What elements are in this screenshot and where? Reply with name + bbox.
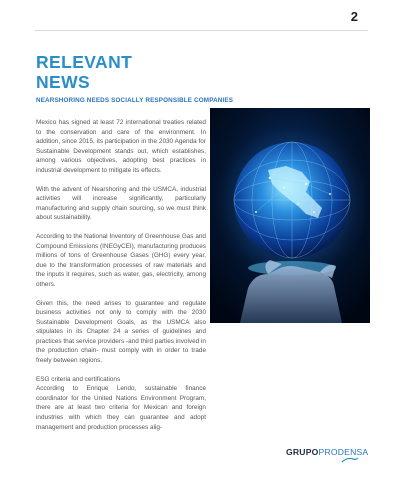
paragraph: Given this, the need arises to guarantee and regulate business activities not only to comply with the 2030 Sustainable Development Goals, as the USMCA also stipulates in its Chapter 24 a series of guidelines and practices that service providers -and third parties involved in the production chain- must comply with in order to trade freely between regions.	[36, 299, 206, 365]
page-number: 2	[350, 9, 358, 24]
paragraph: According to the National Inventory of Greenhouse Gas and Compound Emissions (INEGyCEI), manufacturing produces millions of tons of Greenhouse Gases (GHG) every year, due to the transformation processes of raw materials and the inputs it requires, such as water, gas, electricity, among others.	[36, 232, 206, 288]
logo-prodensa: PRODENSA	[318, 447, 369, 457]
globe-hand-image	[210, 108, 370, 323]
title-line-2: NEWS	[36, 72, 91, 92]
header-divider	[35, 30, 368, 31]
logo-grupo: GRUPO	[286, 447, 319, 457]
paragraph: According to Enrique Lendo, sustainable finance coordinator for the United Nations Environment Program, there are at least two criteria for Mexican and foreign industries with which they can guarantee and adopt management and production processes alig-	[36, 385, 206, 431]
page-title	[36, 52, 132, 92]
globe-icon	[210, 108, 370, 323]
article-body	[36, 118, 206, 441]
article-subtitle: NEARSHORING NEEDS SOCIALLY RESPONSIBLE COMPANIES	[36, 97, 234, 104]
paragraph: With the advent of Nearshoring and the USMCA, industrial activities will increase significantly, particularly manufacturing and supply chain sourcing, so we must think about sustainability.	[36, 185, 206, 222]
logo-swoosh-icon	[341, 456, 359, 464]
paragraph: Mexico has signed at least 72 international treaties related to the conservation and care of the environment. In addition, since 2015, its participation in the 2030 Agenda for Sustainable Development stands out, which establishes, among various objectives, adopting best practices in industrial development to mitigate its effects.	[36, 119, 206, 174]
title-line-1: RELEVANT	[36, 52, 133, 72]
section-heading: ESG criteria and certifications	[36, 375, 121, 383]
